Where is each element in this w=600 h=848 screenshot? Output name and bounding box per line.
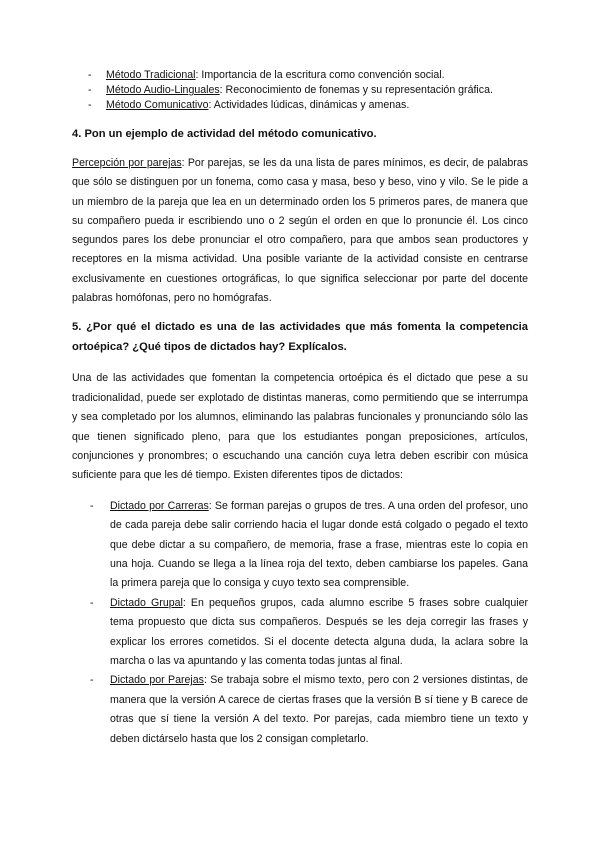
- document-page: [72, 68, 528, 749]
- method-desc: : Actividades lúdicas, dinámicas y amenas.: [208, 99, 410, 111]
- list-item: [72, 68, 528, 83]
- question-4-answer: [72, 154, 528, 308]
- dictation-type-desc: : Se trabaja sobre el mismo texto, pero con 2 versiones distintas, de manera que la versión A carece de ciertas frases que la versión B sí tiene y B carece de otras que sí tiene la versión A del texto. Por parejas, cada miembro tiene un texto y deben dictárselo hasta que los 2 consigan completarlo.: [110, 674, 528, 745]
- activity-term: Percepción por parejas: [72, 157, 182, 169]
- method-desc: : Importancia de la escritura como convención social.: [195, 69, 445, 81]
- dictation-type-desc: : En pequeños grupos, cada alumno escribe 5 frases sobre cualquier tema propuesto que dicta sus compañeros. Después se les deja corregir las frases y explicar los errores cometidos. Si el docente detecta alguna duda, la aclara sobre la marcha o las va apuntando y las comenta todas juntas al final.: [110, 596, 528, 668]
- activity-description: : Por parejas, se les da una lista de pares mínimos, es decir, de palabras que sólo se distinguen por un fonema, como casa y masa, beso y beso, vino y vilo. Se le pide a un miembro de la pareja que lea en un determinado orden los 5 primeros pares, de manera que su compañero pueda ir escribiendo uno o 2 según el orden en que lo pronuncie él. Los cinco segundos pares los debe pronunciar el otro compañero, para que ambos sean productores y receptores en la misma actividad. Una posible variante de la actividad consiste en centrarse exclusivamente en cuestiones ortográficas, lo que significa seleccionar por parte del docente palabras homófonas, pero no homógrafas.: [72, 157, 528, 305]
- question-4-heading: 4. Pon un ejemplo de actividad del método comunicativo.: [72, 128, 377, 140]
- dictation-type-name: Dictado por Parejas: [110, 674, 204, 687]
- list-item: [72, 594, 528, 672]
- method-name: Método Tradicional: [106, 69, 196, 81]
- method-desc: : Reconocimiento de fonemas y su representación gráfica.: [219, 84, 493, 96]
- dictation-types-list: [72, 497, 528, 749]
- question-5-heading: 5. ¿Por qué el dictado es una de las actividades que más fomenta la competencia ortoépica? ¿Qué tipos de dictados hay? Explícalos.: [72, 321, 528, 353]
- method-name: Método Comunicativo: [106, 99, 209, 111]
- list-item: [72, 497, 528, 594]
- dictation-type-name: Dictado por Carreras: [110, 499, 209, 512]
- dictation-type-name: Dictado Grupal: [110, 596, 183, 609]
- method-name: Método Audio-Linguales: [106, 84, 220, 96]
- list-item: [72, 83, 528, 98]
- question-5-answer: Una de las actividades que fomentan la competencia ortoépica és el dictado que pese a su tradicionalidad, puede ser explotado de distintas maneras, como permitiendo que se interrumpa y sea completado por los alumnos, eliminando las palabras funcionales y pronunciando sólo las que tienen significado pleno, para que los estudiantes pongan preposiciones, artículos, conjunciones y pronombres; o escuchando una canción cuya letra deben escribir con música suficiente para que les dé tiempo. Existen diferentes tipos de dictados:: [72, 372, 528, 482]
- methods-list: [72, 68, 528, 113]
- list-item: [72, 98, 528, 113]
- list-item: [72, 671, 528, 749]
- dictation-type-desc: : Se forman parejas o grupos de tres. A una orden del profesor, uno de cada pareja debe salir corriendo hacia el lugar donde está colgado o pegado el texto que debe dictar a su compañero, de memoria, frase a frase, mientras este lo copia en una hoja. Cuando se llega a la línea roja del texto, deben cambiarse los papeles. Gana la primera pareja que lo consiga y cuyo texto sea comprensible.: [110, 499, 528, 590]
